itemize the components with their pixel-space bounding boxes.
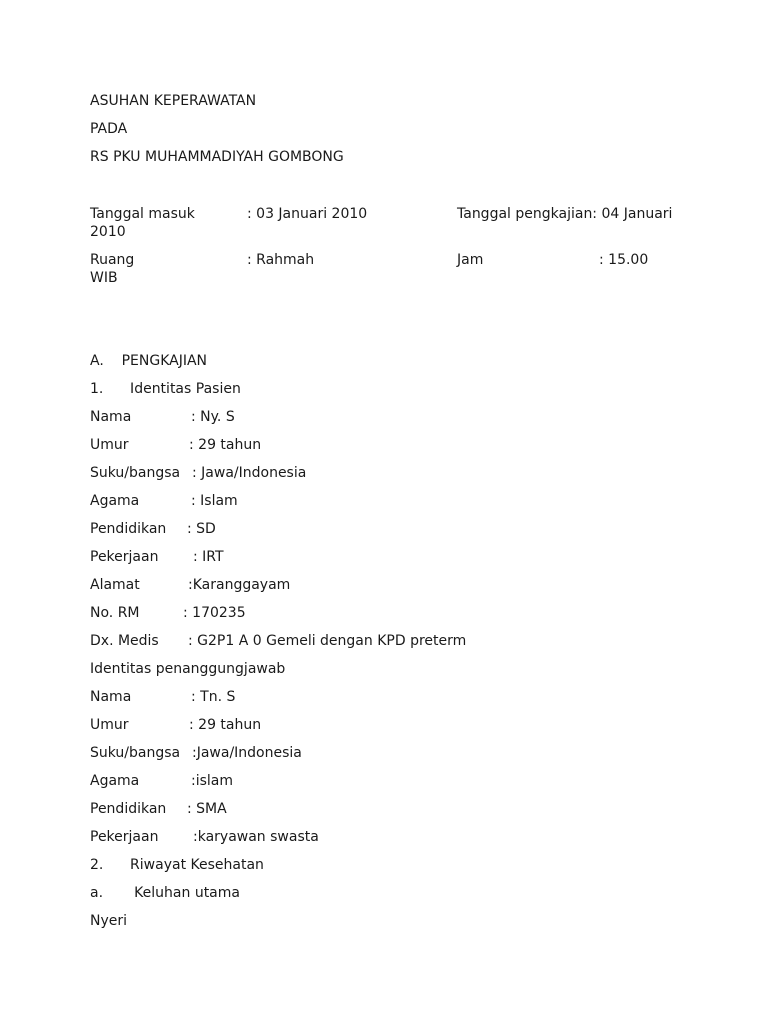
tanggal-masuk-label: Tanggal masuk [90, 206, 195, 222]
patient-suku-value: : Jawa/Indonesia [192, 465, 307, 481]
doc-title-line3: RS PKU MUHAMMADIYAH GOMBONG [90, 149, 344, 165]
patient-nama-label: Nama [90, 409, 132, 425]
patient-alamat-label: Alamat [90, 577, 140, 593]
doc-title-line1: ASUHAN KEPERAWATAN [90, 93, 257, 109]
section-a-sub1: 1. Identitas Pasien [90, 381, 241, 397]
jam-value: : 15.00 [599, 252, 649, 268]
guardian-umur-value: : 29 tahun [189, 717, 262, 733]
patient-pekerjaan-label: Pekerjaan [90, 549, 159, 565]
doc-title-line2: PADA [90, 121, 128, 137]
guardian-suku-label: Suku/bangsa [90, 745, 181, 761]
guardian-umur-label: Umur [90, 717, 129, 733]
tanggal-pengkajian-label: Tanggal pengkajian: 04 Januari [457, 206, 673, 222]
guardian-agama-label: Agama [90, 773, 140, 789]
guardian-pendidikan-label: Pendidikan [90, 801, 167, 817]
guardian-pekerjaan-label: Pekerjaan [90, 829, 159, 845]
guardian-nama-label: Nama [90, 689, 132, 705]
tanggal-pengkajian-wrap: 2010 [90, 224, 126, 240]
patient-alamat-value: :Karanggayam [188, 577, 291, 593]
guardian-nama-value: : Tn. S [191, 689, 236, 705]
patient-norm-value: : 170235 [183, 605, 246, 621]
patient-agama-label: Agama [90, 493, 140, 509]
guardian-agama-value: :islam [191, 773, 234, 789]
section-a-heading: A. PENGKAJIAN [90, 353, 208, 369]
ruang-value: : Rahmah [247, 252, 315, 268]
patient-dx-value: : G2P1 A 0 Gemeli dengan KPD preterm [188, 633, 467, 649]
guardian-heading: Identitas penanggungjawab [90, 661, 286, 677]
patient-pendidikan-label: Pendidikan [90, 521, 167, 537]
jam-label: Jam [457, 252, 484, 268]
keluhan-value: Nyeri [90, 913, 128, 929]
section-2a-heading: a. Keluhan utama [90, 885, 240, 901]
guardian-suku-value: :Jawa/Indonesia [192, 745, 302, 761]
tanggal-masuk-value: : 03 Januari 2010 [247, 206, 368, 222]
patient-nama-value: : Ny. S [191, 409, 235, 425]
patient-suku-label: Suku/bangsa [90, 465, 181, 481]
ruang-label: Ruang [90, 252, 135, 268]
guardian-pekerjaan-value: :karyawan swasta [193, 829, 319, 845]
patient-umur-label: Umur [90, 437, 129, 453]
patient-pendidikan-value: : SD [187, 521, 216, 537]
patient-agama-value: : Islam [191, 493, 238, 509]
patient-norm-label: No. RM [90, 605, 140, 621]
patient-umur-value: : 29 tahun [189, 437, 262, 453]
patient-pekerjaan-value: : IRT [193, 549, 224, 565]
guardian-pendidikan-value: : SMA [187, 801, 227, 817]
patient-dx-label: Dx. Medis [90, 633, 159, 649]
jam-wrap: WIB [90, 270, 118, 286]
section-2-heading: 2. Riwayat Kesehatan [90, 857, 264, 873]
